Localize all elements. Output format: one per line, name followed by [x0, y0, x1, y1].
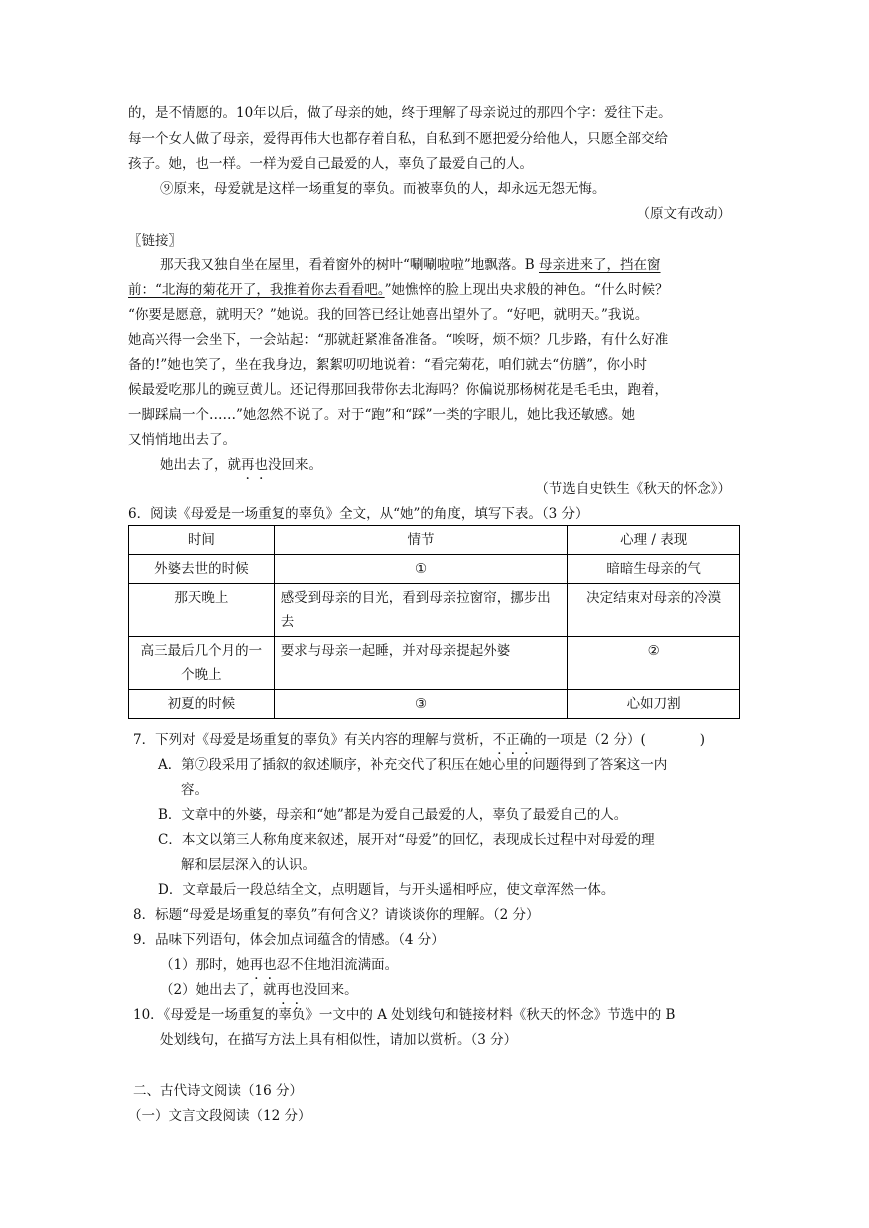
source-note: （原文有改动）: [636, 206, 731, 222]
table-header: 情节: [274, 526, 568, 555]
dotted-char: 确: [519, 732, 534, 748]
underlined-sentence-b: 前：“北海的菊花开了，我推着你去看看吧。: [128, 282, 385, 298]
table-cell: 初夏的时候: [129, 690, 275, 719]
table-cell: 要求与母亲一起睡，并对母亲提起外婆: [274, 637, 568, 690]
link-line: “你要是愿意，就明天？”她说。我的回答已经让她喜出望外了。“好吧，就明天。”我说。: [128, 307, 649, 323]
link-line: 候最爱吃那儿的豌豆黄儿。还记得那回我带你去北海吗？你偏说那杨树花是毛毛虫，跑着，: [128, 382, 668, 398]
table-cell: 那天晚上: [129, 584, 275, 637]
table-row: [129, 690, 740, 719]
question-text: 7．下列对《母爱是场重复的辜负》有关内容的理解与赏析，: [133, 732, 493, 748]
dotted-word: [250, 957, 277, 973]
question-8: 8．标题“母爱是场重复的辜负”有何含义？请谈谈你的理解。（2 分）: [133, 907, 540, 923]
question-text: 没回来。: [303, 982, 358, 998]
question-10: 10．《母爱是一场重复的辜负》一文中的 A 处划线句和链接材料《秋天的怀念》节选中的 B: [133, 1007, 676, 1023]
table-cell: 暗暗生母亲的气: [568, 555, 740, 584]
paragraph-9: ⑨原来，母爱就是这样一场重复的辜负。而被辜负的人，却永远无怨无悔。: [160, 181, 606, 197]
option-d: D．文章最后一段总结全文，点明题旨，与开头遥相呼应，使文章浑然一体。: [158, 882, 615, 898]
dotted-char: 不: [492, 732, 507, 748]
table-header: 时间: [129, 526, 275, 555]
dotted-char: 也: [263, 957, 277, 973]
table-row: [129, 555, 740, 584]
question-text: 忍不住地泪流满面。: [276, 957, 399, 973]
subsection-heading: （一）文言文段阅读（12 分）: [128, 1108, 312, 1124]
table-cell: ②: [568, 637, 740, 690]
table-cell: 高三最后几个月的一个晚上: [129, 637, 275, 690]
option-b: B．文章中的外婆，母亲和“她”都是为爱自己最爱的人，辜负了最爱自己的人。: [158, 807, 628, 823]
option-a: A．第⑦段采用了插叙的叙述顺序，补充交代了积压在她心里的问题得到了答案这一内: [158, 757, 668, 773]
dotted-char: 再: [241, 457, 255, 473]
link-text: ”她憔悴的脸上现出央求般的神色。“什么时候？: [384, 282, 669, 298]
option-c-cont: 解和层层深入的认识。: [181, 857, 316, 873]
question-9-item-2: [160, 981, 358, 999]
answer-table: [128, 525, 740, 719]
link-text: 她出去了，就: [160, 457, 241, 473]
table-cell: 感受到母亲的目光，看到母亲拉窗帘，挪步出去: [274, 584, 568, 637]
question-text: 的一项是（2 分）( ): [533, 732, 706, 748]
question-6: 6．阅读《母爱是一场重复的辜负》全文，从“她”的角度，填写下表。（3 分）: [128, 506, 589, 522]
dotted-char: 再: [276, 982, 291, 998]
table-cell: ③: [274, 690, 568, 719]
table-header-row: [129, 526, 740, 555]
table-row: [129, 637, 740, 690]
dotted-char: 也: [290, 982, 304, 998]
table-cell: 决定结束对母亲的冷漠: [568, 584, 740, 637]
dotted-char: 再: [249, 957, 264, 973]
option-c: C．本文以第三人称角度来叙述，展开对“母爱”的回忆，表现成长过程中对母爱的理: [158, 832, 655, 848]
question-9-item-1: [160, 956, 398, 974]
underlined-sentence-b: 母亲进来了，挡在窗: [539, 257, 661, 273]
question-7: [133, 731, 705, 749]
question-10-cont: 处划线句，在描写方法上具有相似性，请加以赏析。（3 分）: [160, 1032, 518, 1048]
link-text: 那天我又独自坐在屋里，看着窗外的树叶“唰唰啦啦”地飘落。B: [160, 257, 540, 273]
link-line: [128, 281, 668, 299]
table-cell: 外婆去世的时候: [129, 555, 275, 584]
table-cell: 心如刀割: [568, 690, 740, 719]
source-note: （节选自史铁生《秋天的怀念》）: [535, 481, 731, 497]
question-9: 9．品味下列语句，体会加点词蕴含的情感。（4 分）: [133, 932, 445, 948]
link-line: [160, 456, 322, 474]
table-row: [129, 584, 740, 637]
section-heading: 二、古代诗文阅读（16 分）: [133, 1083, 303, 1099]
paragraph-line: 的，是不情愿的。10年以后，做了母亲的她，终于理解了母亲说过的那四个字：爱往下走。: [128, 105, 672, 121]
question-text: （2）她出去了，就: [160, 982, 277, 998]
dotted-word: [493, 732, 534, 748]
link-line: [160, 256, 661, 274]
paragraph-line: 孩子。她，也一样。一样为爱自己最爱的人，辜负了最爱自己的人。: [128, 156, 533, 172]
link-heading: 〖链接〗: [128, 233, 182, 249]
paragraph-line: 每一个女人做了母亲，爱得再伟大也都存着自私，自私到不愿把爱分给他人，只愿全部交给: [128, 131, 668, 147]
link-text: 没回来。: [268, 457, 322, 473]
link-line: 一脚踩扁一个……”她忽然不说了。对于“跑”和“踩”一类的字眼儿，她比我还敏感。她: [128, 407, 636, 423]
link-line: 又悄悄地出去了。: [128, 432, 236, 448]
table-cell: ①: [274, 555, 568, 584]
link-line: 备的!”她也笑了，坐在我身边，絮絮叨叨地说着：“看完菊花，咱们就去“仿膳”，你小时: [128, 357, 648, 373]
dotted-word: [277, 982, 304, 998]
question-text: （1）那时，她: [160, 957, 250, 973]
option-a-cont: 容。: [181, 782, 208, 798]
link-line: 她高兴得一会坐下，一会站起：“那就赶紧准备准备。“唉呀，烦不烦？几步路，有什么好准: [128, 332, 669, 348]
dotted-word: [241, 457, 268, 473]
dotted-char: 也: [254, 457, 268, 473]
dotted-char: 正: [506, 732, 520, 748]
table-header: 心理 / 表现: [568, 526, 740, 555]
